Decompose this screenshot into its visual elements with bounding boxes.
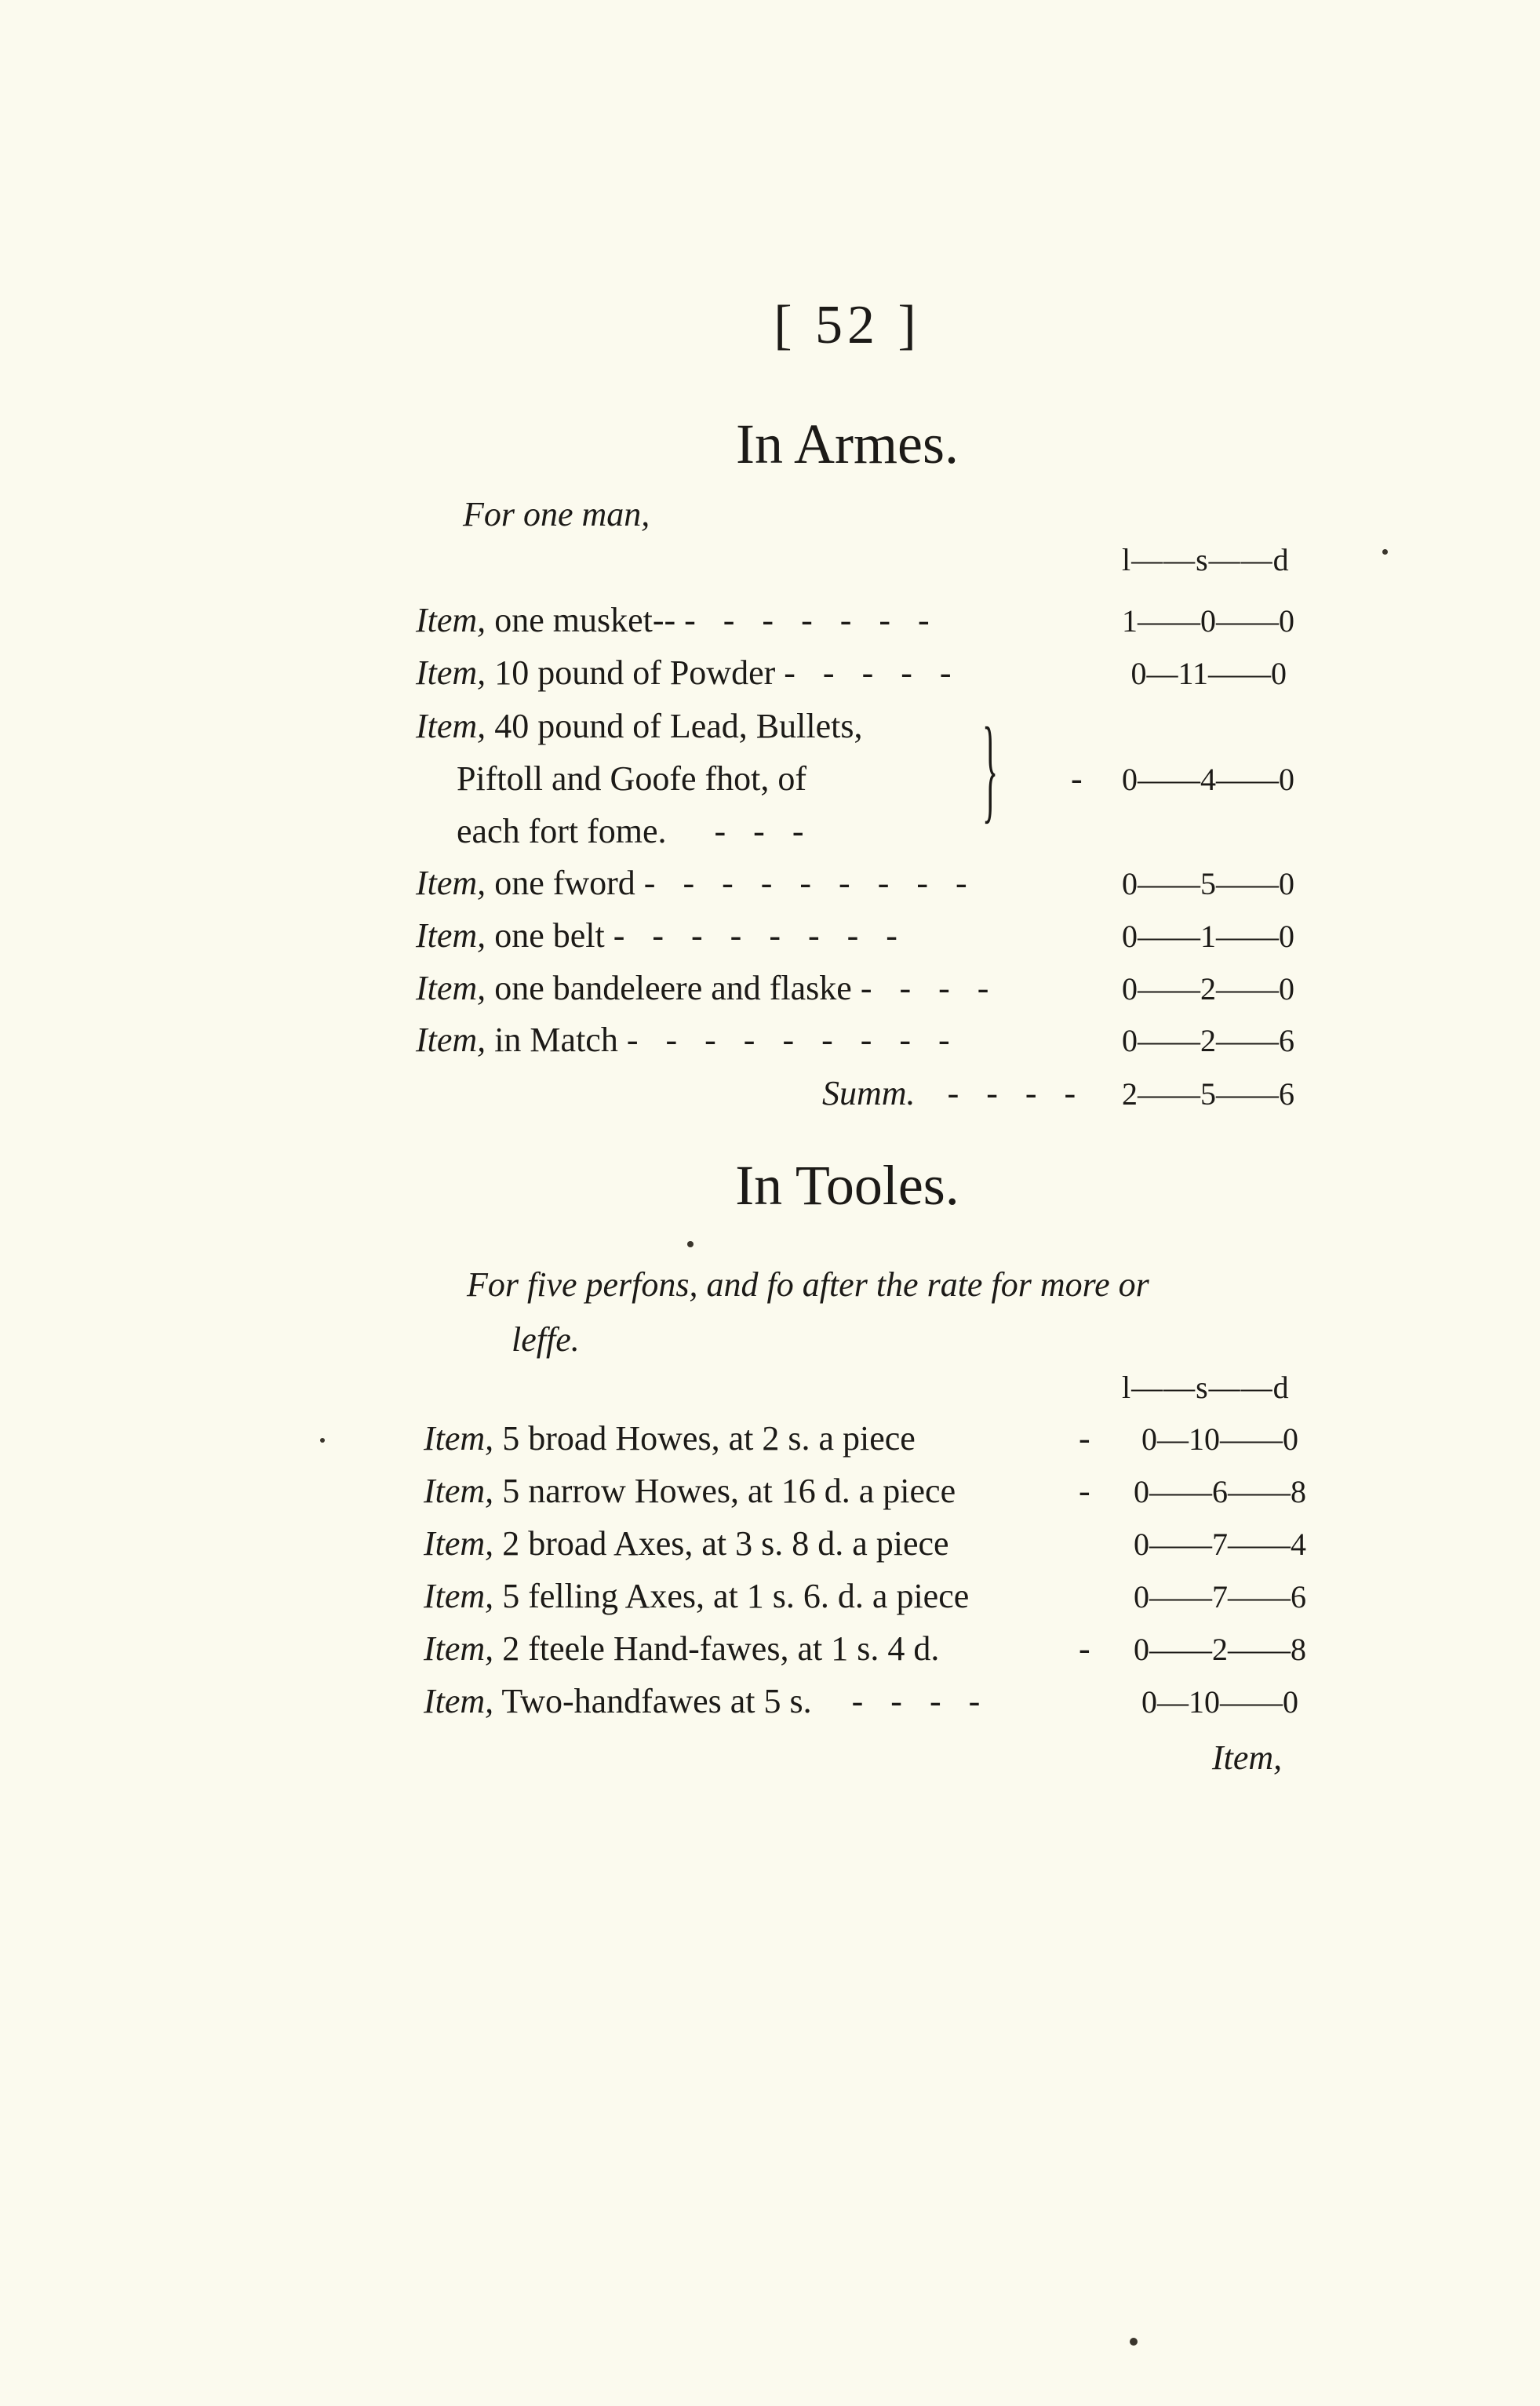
section-title-armes: In Armes. <box>736 413 959 475</box>
tooles-row-1 <box>424 1418 916 1458</box>
sum-dashes: - - - - <box>947 1074 1086 1112</box>
row-description: one belt <box>494 916 605 955</box>
row-description: 5 felling Axes, at 1 s. 6. d. a piece <box>502 1577 970 1615</box>
row-dashes: - - - - - - - - - <box>626 1021 959 1059</box>
row-item-label: Item, <box>416 653 486 692</box>
armes-row-2-amount: 0—11——0 <box>1130 656 1287 691</box>
armes-row-3-dashes: - <box>1071 759 1092 798</box>
row-item-label: Item, <box>416 707 486 745</box>
tooles-row-2 <box>424 1471 956 1511</box>
tooles-row-1-dashes: - <box>1079 1419 1090 1458</box>
tooles-subtitle-line-1: For five perfons, and fo after the rate for more or <box>467 1265 1149 1304</box>
armes-row-5-amount: 0——1——0 <box>1122 919 1294 954</box>
row-item-label: Item, <box>416 864 486 902</box>
row-description: each fort fome. <box>457 812 667 850</box>
tooles-row-6 <box>424 1681 989 1721</box>
row-description: one musket-- <box>494 601 676 639</box>
tooles-row-3-amount: 0——7——4 <box>1134 1527 1306 1562</box>
row-item-label: Item, <box>416 1021 486 1059</box>
row-dashes: - - - - <box>851 1682 990 1720</box>
armes-row-7-amount: 0——2——6 <box>1122 1023 1294 1058</box>
row-description: Two-handfawes at 5 s. <box>501 1682 812 1720</box>
ink-speck <box>1382 549 1388 555</box>
row-description: 2 fteele Hand-fawes, at 1 s. 4 d. <box>502 1629 940 1668</box>
sum-label: Summ. <box>822 1074 916 1112</box>
row-description: 2 broad Axes, at 3 s. 8 d. a piece <box>502 1524 949 1563</box>
catchword: Item, <box>1212 1738 1283 1777</box>
armes-sum-amount: 2——5——6 <box>1122 1076 1294 1112</box>
armes-row-2 <box>416 653 961 693</box>
row-description: one bandeleere and flaske <box>494 969 852 1007</box>
armes-row-7 <box>416 1020 959 1060</box>
row-item-label: Item, <box>424 1472 494 1510</box>
row-item-label: Item, <box>416 916 486 955</box>
ink-speck <box>687 1241 694 1247</box>
row-dashes: - - - - - - - <box>684 601 939 639</box>
row-description: 5 narrow Howes, at 16 d. a piece <box>502 1472 956 1510</box>
tooles-subtitle-line-2: leffe. <box>512 1320 580 1359</box>
row-item-label: Item, <box>424 1524 494 1563</box>
row-item-label: Item, <box>424 1682 494 1720</box>
row-description: one fword <box>494 864 635 902</box>
row-dashes: - - - - <box>860 969 999 1007</box>
row-item-label: Item, <box>424 1577 494 1615</box>
tooles-row-4-amount: 0——7——6 <box>1134 1579 1306 1614</box>
row-dashes: - - - - - <box>784 653 961 692</box>
section-title-tooles: In Tooles. <box>735 1154 959 1217</box>
ink-speck <box>320 1438 325 1443</box>
page-number: [ 52 ] <box>774 295 921 355</box>
armes-row-6-amount: 0——2——0 <box>1122 971 1294 1006</box>
tooles-row-5 <box>424 1629 939 1669</box>
row-dashes: - - - - - - - - - <box>643 864 977 902</box>
tooles-row-2-dashes: - <box>1079 1472 1090 1510</box>
armes-row-1-amount: 1——0——0 <box>1122 603 1294 639</box>
row-description: in Match <box>494 1021 618 1059</box>
curly-brace-icon: } <box>982 704 999 834</box>
tooles-row-2-amount: 0——6——8 <box>1134 1474 1306 1509</box>
row-item-label: Item, <box>416 601 486 639</box>
row-item-label: Item, <box>416 969 486 1007</box>
armes-row-1 <box>416 600 939 640</box>
armes-row-6 <box>416 968 998 1008</box>
tooles-row-5-dashes: - <box>1079 1629 1090 1668</box>
tooles-row-4 <box>424 1576 969 1616</box>
row-item-label: Item, <box>424 1629 494 1668</box>
armes-subtitle: For one man, <box>463 495 650 533</box>
armes-money-header: l——s——d <box>1122 542 1290 577</box>
tooles-money-header: l——s——d <box>1122 1370 1290 1405</box>
ink-speck <box>1130 2338 1138 2346</box>
tooles-row-6-amount: 0—10——0 <box>1141 1684 1298 1720</box>
tooles-row-5-amount: 0——2——8 <box>1134 1632 1306 1667</box>
tooles-row-1-amount: 0—10——0 <box>1141 1421 1298 1457</box>
row-dashes: - - - <box>714 812 814 850</box>
row-description: 10 pound of Powder <box>494 653 776 692</box>
armes-row-4-amount: 0——5——0 <box>1122 866 1294 901</box>
armes-row-3-amount: 0——4——0 <box>1122 762 1294 797</box>
armes-row-5 <box>416 915 907 955</box>
row-dashes: - - - - - - - - <box>613 916 907 955</box>
tooles-row-3 <box>424 1523 949 1563</box>
row-description: 5 broad Howes, at 2 s. a piece <box>502 1419 916 1458</box>
row-description: 40 pound of Lead, Bullets, <box>494 707 863 745</box>
row-item-label: Item, <box>424 1419 494 1458</box>
armes-row-3-line-2: Piftoll and Goofe fhot, of <box>457 759 807 798</box>
armes-sum <box>822 1073 1085 1113</box>
armes-row-4 <box>416 863 977 903</box>
armes-row-3-line-3 <box>457 811 814 851</box>
armes-row-3-line-1 <box>416 706 862 746</box>
